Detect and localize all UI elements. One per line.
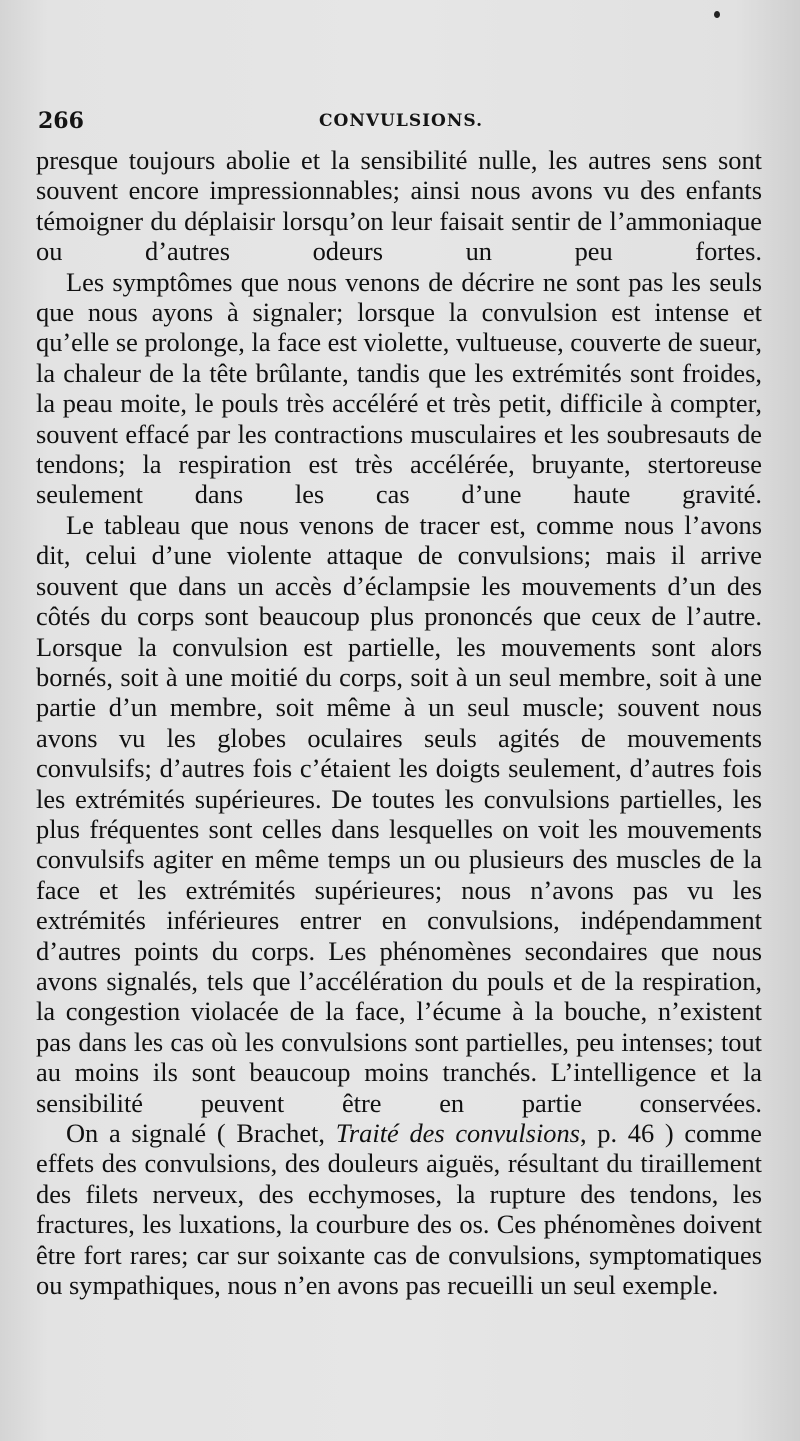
text-line: convulsions, symptomatiques ou sympathiques, nous n’en avons [36,1239,762,1301]
ink-speck [714,11,720,18]
text-line: souvent que dans un accès d’éclampsie les mouvements d’un [36,570,716,601]
text-line: d’autres fois les extrémités supérieures. De toutes les convul [36,753,762,814]
text-line: ments convulsifs; d’autres fois c’étaient les doigts seulement, [36,722,762,784]
text-line: mités sont froides, la peau moite, le pouls très accéléré et très [36,357,762,419]
text-line: nous n’avons pas vu les extrémités inférieures entrer en con [36,874,762,936]
text-line: plusieurs des muscles de la face et les extrémités supérieures; [36,844,762,905]
paragraph-3 [36,510,762,1118]
text-line: effets des convulsions, des douleurs aiguës, résultant du tirail [36,1148,691,1179]
text-line: nomènes secondaires que nous avons signalés, tels que l’accé [36,935,762,996]
text-line: souvent nous avons vu les globes oculaires seuls agités de mouve [36,692,763,753]
text-line: , p. 46 ) comme [579,1118,763,1148]
text-line: et qu’elle se prolonge, la face est violette, vultueuse, couverte [36,297,762,358]
text-line: petit, difficile à compter, souvent effacé par les contractions [36,388,762,449]
text-line: convulsions sont partielles, peu intenses; tout au moins ils sont [36,1026,762,1088]
text-line: la face, l’écume à la bouche, n’existent pas dans les cas où les [36,996,762,1057]
text-line: sions partielles, les plus fréquentes sont celles dans lesquelles [36,783,762,844]
paragraph-1 [36,145,762,267]
text-line: lération du pouls et de la respiration, la congestion violacée de [36,965,762,1027]
text-line: Les symptômes que nous venons de décrire ne sont pas les [66,266,701,297]
text-line: dons, les fractures, les luxations, la courbure des os. Ces phé [36,1178,762,1240]
text-line: vulsions, indépendamment d’autres points du corps. Les phé [36,905,762,966]
text-line: sont souvent encore impressionnables; ainsi nous avons vu des [36,145,762,206]
text-line: l’autre. Lorsque la convulsion est partielle, les mouvements sont [36,601,762,662]
text-line: de sueur, la chaleur de la tête brûlante, tandis que les extré [36,327,762,388]
text-line: très accélérée, bruyante, stertoreuse seulement dans les cas [36,449,762,510]
text-line: on voit les mouvements convulsifs agiter en même temps un ou [36,813,762,875]
text-line: Le tableau que nous venons de tracer est, comme nous l’avons [66,509,762,540]
text-line: vent être en partie conservées. [238,1087,762,1118]
paragraph-4 [36,1118,762,1300]
text-line: des côtés du corps sont beaucoup plus prononcés que ceux de [36,570,762,632]
text-line: d’une haute gravité. [461,479,762,510]
text-line: pas recueilli un seul exemple. [405,1270,719,1301]
text-line: lement des filets nerveux, des ecchymoses, la rupture des ten [36,1148,762,1209]
text-line: l’ammoniaque ou d’autres odeurs un peu fortes. [36,205,762,267]
text-line: On a signalé ( Brachet, [66,1118,336,1148]
text-line: beaucoup moins tranchés. L’intelligence et la sensibilité peu [36,1057,762,1118]
body-text [36,145,762,1300]
text-line: nomènes doivent être fort rares; car sur soixante cas de [36,1209,762,1270]
text-line: dit, celui d’une violente attaque de convulsions; mais il arrive [36,540,762,571]
text-line: enfants témoigner du déplaisir lorsqu’on leur faisait sentir de [36,175,762,236]
paragraph-2 [36,267,762,510]
page-header [38,108,764,138]
text-line: soit à une partie d’un membre, soit même à un seul muscle; [36,661,762,723]
text-line: alors bornés, soit à une moitié du corps, soit à un seul membre, [36,631,762,692]
running-title: CONVULSIONS. [318,111,483,131]
book-title-citation: Traité des convulsions [335,1118,580,1148]
text-line: presque toujours abolie et la sensibilité nulle, les autres sens [36,145,708,175]
text-line: musculaires et les soubresauts de tendons; la respiration est [36,418,762,480]
page-number: 266 [38,108,84,134]
text-line: seuls que nous ayons à signaler; lorsque la convulsion est intense [36,266,762,328]
